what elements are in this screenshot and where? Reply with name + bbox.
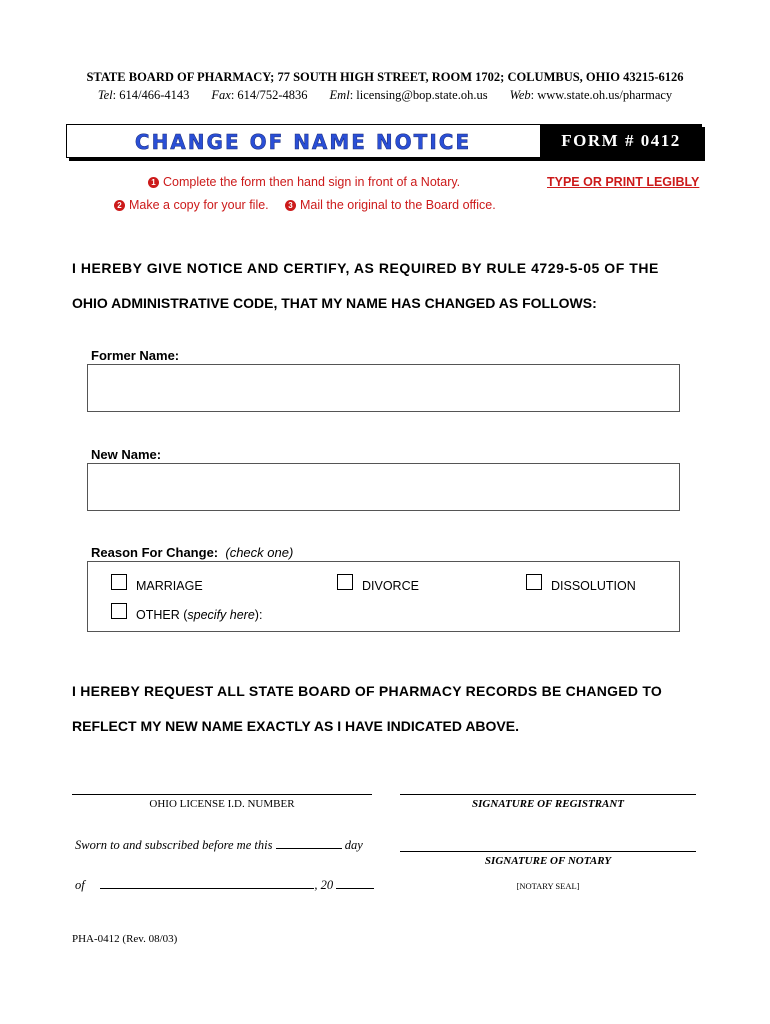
board-address-header: STATE BOARD OF PHARMACY; 77 SOUTH HIGH STREET, ROOM 1702; COLUMBUS, OHIO 43215-6126	[86, 70, 684, 84]
new-name-label: New Name:	[91, 447, 162, 462]
month-blank[interactable]	[100, 878, 314, 889]
request-statement-line2: REFLECT MY NEW NAME EXACTLY AS I HAVE INDICATED ABOVE.	[72, 718, 520, 734]
license-id-line[interactable]	[72, 794, 372, 795]
dissolution-checkbox[interactable]	[526, 574, 542, 590]
divorce-option-label: DIVORCE	[362, 579, 419, 593]
former-name-label: Former Name:	[91, 348, 180, 363]
web-label: Web	[509, 88, 531, 102]
type-legibly-note: TYPE OR PRINT LEGIBLY	[547, 175, 700, 189]
form-revision-footer: PHA-0412 (Rev. 08/03)	[72, 933, 178, 945]
other-option-label: OTHER (specify here):	[136, 608, 263, 622]
tel-value: : 614/466-4143	[112, 88, 190, 102]
registrant-signature-line[interactable]	[400, 794, 696, 795]
tel-label: Tel	[97, 88, 113, 102]
reason-label: Reason For Change: (check one)	[91, 545, 294, 560]
certify-statement-line1: I HEREBY GIVE NOTICE AND CERTIFY, AS REQUIRED BY RULE 4729-5-05 OF THE	[72, 260, 659, 276]
form-title: CHANGE OF NAME NOTICE	[134, 130, 472, 154]
dissolution-option-label: DISSOLUTION	[551, 579, 636, 593]
new-name-field[interactable]	[87, 463, 680, 511]
divorce-checkbox[interactable]	[337, 574, 353, 590]
registrant-signature-label: SIGNATURE OF REGISTRANT	[471, 798, 624, 810]
number-two-icon: 2	[114, 200, 125, 211]
date-of-line: of , 20	[75, 878, 374, 893]
year-blank[interactable]	[336, 878, 374, 889]
request-statement-line1: I HEREBY REQUEST ALL STATE BOARD OF PHARMACY RECORDS BE CHANGED TO	[72, 683, 663, 699]
instruction-2: 2 Make a copy for your file.	[114, 198, 269, 212]
other-checkbox[interactable]	[111, 603, 127, 619]
form-number: FORM # 0412	[561, 131, 681, 150]
instruction-1: 1 Complete the form then hand sign in front of a Notary.	[148, 175, 460, 189]
number-one-icon: 1	[148, 177, 159, 188]
sworn-statement: Sworn to and subscribed before me this day	[75, 838, 363, 852]
notary-signature-line[interactable]	[400, 851, 696, 852]
fax-label: Fax	[211, 88, 231, 102]
notary-seal-label: [NOTARY SEAL]	[516, 881, 580, 891]
marriage-option-label: MARRIAGE	[136, 579, 203, 593]
certify-statement-line2: OHIO ADMINISTRATIVE CODE, THAT MY NAME HAS CHANGED AS FOLLOWS:	[72, 295, 597, 311]
other-hint: specify here	[187, 608, 255, 622]
former-name-field[interactable]	[87, 364, 680, 412]
number-three-icon: 3	[285, 200, 296, 211]
email-label: Eml	[329, 88, 350, 102]
reason-hint: (check one)	[225, 545, 294, 560]
web-value: : www.state.oh.us/pharmacy	[530, 88, 673, 102]
day-blank[interactable]	[276, 838, 342, 849]
board-contact-line	[0, 88, 770, 103]
notary-signature-label: SIGNATURE OF NOTARY	[484, 855, 612, 867]
license-id-label: OHIO LICENSE I.D. NUMBER	[149, 798, 295, 810]
marriage-checkbox[interactable]	[111, 574, 127, 590]
fax-value: : 614/752-4836	[230, 88, 308, 102]
email-value: : licensing@bop.state.oh.us	[349, 88, 488, 102]
instruction-3: 3 Mail the original to the Board office.	[285, 198, 496, 212]
